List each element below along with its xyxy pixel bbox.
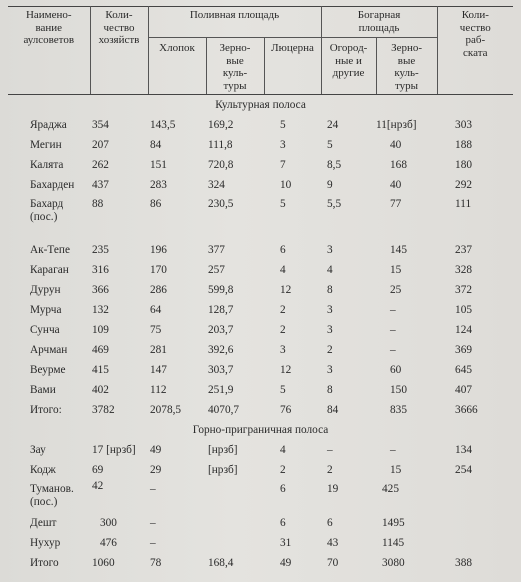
- cell-name: Итого:: [30, 403, 62, 416]
- cell-name: Мурча: [30, 303, 62, 316]
- cell-gardens: 3: [327, 243, 333, 256]
- cell-grain-irrigated: 720,8: [208, 158, 234, 171]
- table-row: [8, 135, 513, 155]
- cell-grain-irrigated: 128,7: [208, 303, 234, 316]
- table-row: [8, 175, 513, 195]
- cell-grain-irrigated: 377: [208, 243, 225, 256]
- name-line-2: (пос.): [30, 211, 58, 223]
- cell-grain-rainfed: –: [390, 343, 396, 356]
- cell-alfalfa: 3: [280, 343, 286, 356]
- cell-households: 354: [92, 118, 109, 131]
- cell-workers: 3666: [455, 403, 478, 416]
- table-row: [8, 380, 513, 400]
- cell-grain-irrigated: 203,7: [208, 323, 234, 336]
- cell-households: 132: [92, 303, 109, 316]
- cell-cotton: 64: [150, 303, 162, 316]
- name-line-2: (пос.): [30, 496, 58, 508]
- cell-households: 300: [100, 516, 117, 529]
- cell-grain-rainfed: –: [390, 443, 396, 456]
- cell-grain-irrigated: [206, 513, 264, 533]
- cell-cotton: –: [150, 483, 156, 495]
- cell-grain-irrigated: 111,8: [208, 138, 233, 151]
- table-row-total: [8, 553, 513, 573]
- cell-alfalfa: 3: [280, 138, 286, 151]
- table-row: [8, 320, 513, 340]
- cell-alfalfa: 5: [280, 118, 286, 131]
- cell-grain-rainfed: 15: [390, 263, 402, 276]
- cell-cotton: 283: [150, 178, 167, 191]
- cell-cotton: 143,5: [150, 118, 176, 131]
- row-gap: [8, 228, 513, 240]
- table-row: [8, 460, 513, 480]
- cell-households: 42: [92, 480, 104, 492]
- cell-workers: 105: [455, 303, 472, 316]
- cell-households: 235: [92, 243, 109, 256]
- table-row: [8, 195, 513, 228]
- cell-alfalfa: 6: [280, 483, 286, 495]
- header-workers: Коли- чество раб- ската: [437, 7, 513, 95]
- cell-workers: 369: [455, 343, 472, 356]
- cell-cotton: –: [150, 516, 156, 529]
- cell-cotton: 196: [150, 243, 167, 256]
- cell-alfalfa: 10: [280, 178, 292, 191]
- cell-name: Ак-Тепе: [30, 243, 70, 256]
- cell-grain-rainfed: 15: [390, 463, 402, 476]
- cell-alfalfa: 76: [280, 403, 292, 416]
- cell-workers: 292: [455, 178, 472, 191]
- cell-alfalfa: 4: [280, 443, 286, 456]
- table-row: [8, 260, 513, 280]
- section-title-mountain: Горно-приграничная полоса: [192, 423, 329, 436]
- cell-name: [8, 480, 90, 513]
- cell-name: Дешт: [30, 516, 57, 529]
- cell-households: 88: [92, 198, 104, 210]
- cell-gardens: 70: [327, 556, 339, 569]
- cell-cotton: 29: [150, 463, 162, 476]
- cell-name: [8, 195, 90, 228]
- cell-cotton: 286: [150, 283, 167, 296]
- cell-workers: [437, 480, 513, 513]
- cell-workers: 328: [455, 263, 472, 276]
- cell-alfalfa: 12: [280, 283, 292, 296]
- cell-gardens: 8: [327, 383, 333, 396]
- cell-gardens: –: [327, 443, 333, 456]
- cell-workers: 388: [455, 556, 472, 569]
- cell-gardens: 19: [327, 483, 339, 495]
- cell-cotton: 2078,5: [150, 403, 182, 416]
- cell-gardens: 4: [327, 263, 333, 276]
- cell-workers: 188: [455, 138, 472, 151]
- cell-alfalfa: 2: [280, 303, 286, 316]
- cell-name: Калята: [30, 158, 64, 171]
- cell-cotton: 281: [150, 343, 167, 356]
- header-households: Коли- чество хозяйств: [90, 7, 148, 95]
- cell-gardens: 24: [327, 118, 339, 131]
- table-row: [8, 513, 513, 533]
- table-row: [8, 115, 513, 135]
- cell-cotton: 75: [150, 323, 162, 336]
- cell-grain-irrigated: 599,8: [208, 283, 234, 296]
- cell-grain-rainfed: 40: [390, 138, 402, 151]
- cell-grain-irrigated: [206, 533, 264, 553]
- cell-cotton: 170: [150, 263, 167, 276]
- cell-grain-irrigated: 303,7: [208, 363, 234, 376]
- table-row: [8, 240, 513, 260]
- cell-name: Дурун: [30, 283, 61, 296]
- cell-grain-rainfed: 25: [390, 283, 402, 296]
- header-grain-rainfed: Зерно- вые куль- туры: [376, 38, 437, 95]
- header-gardens: Огород- ные и другие: [321, 38, 376, 95]
- cell-name: Веурме: [30, 363, 66, 376]
- header-rainfed: Богарная площадь: [321, 7, 437, 38]
- header-alfalfa: Люцерна: [264, 38, 321, 95]
- cell-alfalfa: 4: [280, 263, 286, 276]
- cell-cotton: 49: [150, 443, 162, 456]
- cell-grain-irrigated: [нрзб]: [208, 463, 238, 476]
- cell-workers: 237: [455, 243, 472, 256]
- section-title-cultural: Культурная полоса: [215, 98, 306, 111]
- cell-gardens: 5,5: [327, 198, 342, 210]
- cell-name: Итого: [30, 556, 59, 569]
- header-cotton: Хлопок: [148, 38, 206, 95]
- header-name: Наимено- вание аулсоветов: [8, 7, 90, 95]
- cell-households: 262: [92, 158, 109, 171]
- cell-workers: 303: [455, 118, 472, 131]
- cell-grain-irrigated: 169,2: [208, 118, 234, 131]
- cell-alfalfa: 7: [280, 158, 286, 171]
- cell-workers: 124: [455, 323, 472, 336]
- cell-gardens: 9: [327, 178, 333, 191]
- cell-grain-rainfed: –: [390, 303, 396, 316]
- cell-households: 437: [92, 178, 109, 191]
- cell-grain-irrigated: [206, 480, 264, 513]
- cell-households: 469: [92, 343, 109, 356]
- cell-grain-irrigated: 324: [208, 178, 225, 191]
- cell-cotton: 112: [150, 383, 167, 396]
- cell-alfalfa: 6: [280, 243, 286, 256]
- cell-grain-rainfed: 77: [390, 198, 402, 210]
- cell-grain-rainfed: 40: [390, 178, 402, 191]
- table-body: [8, 95, 513, 574]
- cell-name: Вами: [30, 383, 56, 396]
- cell-households: 476: [100, 536, 117, 549]
- cell-alfalfa: 2: [280, 463, 286, 476]
- cell-grain-rainfed: 145: [390, 243, 407, 256]
- name-line-1: Туманов.: [30, 483, 74, 495]
- cell-households: 366: [92, 283, 109, 296]
- cell-households: 3782: [92, 403, 115, 416]
- cell-gardens: 8,5: [327, 158, 342, 171]
- cell-grain-rainfed: 3080: [382, 556, 405, 569]
- cell-workers: 254: [455, 463, 472, 476]
- cell-grain-irrigated: 230,5: [208, 198, 234, 210]
- cell-grain-rainfed: –: [390, 323, 396, 336]
- cell-cotton: 84: [150, 138, 162, 151]
- cell-name: Арчман: [30, 343, 68, 356]
- cell-name: Караган: [30, 263, 69, 276]
- cell-alfalfa: 6: [280, 516, 286, 529]
- cell-gardens: 2: [327, 343, 333, 356]
- cell-grain-rainfed: 835: [390, 403, 407, 416]
- cell-name: Бахарден: [30, 178, 75, 191]
- cell-alfalfa: 5: [280, 198, 286, 210]
- table-row-total: [8, 400, 513, 420]
- cell-workers: 111: [455, 198, 472, 210]
- cell-grain-irrigated: [нрзб]: [208, 443, 238, 456]
- cell-grain-rainfed: 11[нрзб]: [376, 118, 417, 131]
- cell-gardens: 3: [327, 363, 333, 376]
- cell-gardens: 6: [327, 516, 333, 529]
- cell-workers: 645: [455, 363, 472, 376]
- header-irrigated: Поливная площадь: [148, 7, 321, 38]
- table-row: [8, 533, 513, 553]
- cell-name: Кодж: [30, 463, 56, 476]
- cell-grain-rainfed: 1495: [382, 516, 405, 529]
- table-row: [8, 440, 513, 460]
- cell-households: 69: [92, 463, 104, 476]
- cell-households: 402: [92, 383, 109, 396]
- table-header: [8, 7, 513, 95]
- table-row: [8, 155, 513, 175]
- aul-soviets-table: [8, 6, 513, 573]
- cell-grain-rainfed: 168: [390, 158, 407, 171]
- cell-grain-rainfed: 425: [382, 483, 399, 495]
- cell-name: Сунча: [30, 323, 60, 336]
- cell-grain-rainfed: 1145: [382, 536, 405, 549]
- cell-name: Мегин: [30, 138, 62, 151]
- cell-gardens: 2: [327, 463, 333, 476]
- table-row: [8, 360, 513, 380]
- cell-grain-irrigated: 392,6: [208, 343, 234, 356]
- table-row: [8, 280, 513, 300]
- cell-workers: 407: [455, 383, 472, 396]
- cell-gardens: 3: [327, 303, 333, 316]
- cell-name: Зау: [30, 443, 46, 456]
- cell-workers: [437, 533, 513, 553]
- name-line-1: Бахард: [30, 198, 64, 210]
- cell-alfalfa: 31: [280, 536, 292, 549]
- cell-name: Нухур: [30, 536, 61, 549]
- cell-households: 415: [92, 363, 109, 376]
- cell-households: 17 [нрзб]: [92, 443, 136, 456]
- cell-workers: 180: [455, 158, 472, 171]
- cell-cotton: 147: [150, 363, 167, 376]
- cell-workers: 372: [455, 283, 472, 296]
- cell-grain-irrigated: 251,9: [208, 383, 234, 396]
- cell-workers: [437, 513, 513, 533]
- table-row: [8, 340, 513, 360]
- cell-alfalfa: 2: [280, 323, 286, 336]
- cell-grain-rainfed: 150: [390, 383, 407, 396]
- cell-cotton: –: [150, 536, 156, 549]
- cell-households: 207: [92, 138, 109, 151]
- cell-cotton: 78: [150, 556, 162, 569]
- header-grain-irrigated: Зерно- вые куль- туры: [206, 38, 264, 95]
- cell-grain-rainfed: 60: [390, 363, 402, 376]
- cell-grain-irrigated: 4070,7: [208, 403, 240, 416]
- cell-cotton: 151: [150, 158, 167, 171]
- cell-gardens: 84: [327, 403, 339, 416]
- cell-name: Яраджа: [30, 118, 67, 131]
- cell-alfalfa: 5: [280, 383, 286, 396]
- cell-workers: 134: [455, 443, 472, 456]
- cell-grain-irrigated: 257: [208, 263, 225, 276]
- cell-alfalfa: 49: [280, 556, 292, 569]
- cell-households: 316: [92, 263, 109, 276]
- cell-cotton: 86: [150, 198, 162, 210]
- table-row: [8, 480, 513, 513]
- cell-gardens: 5: [327, 138, 333, 151]
- cell-gardens: 3: [327, 323, 333, 336]
- table-row: [8, 300, 513, 320]
- cell-alfalfa: 12: [280, 363, 292, 376]
- cell-households: 109: [92, 323, 109, 336]
- cell-gardens: 43: [327, 536, 339, 549]
- cell-grain-irrigated: 168,4: [208, 556, 234, 569]
- cell-households: 1060: [92, 556, 115, 569]
- cell-gardens: 8: [327, 283, 333, 296]
